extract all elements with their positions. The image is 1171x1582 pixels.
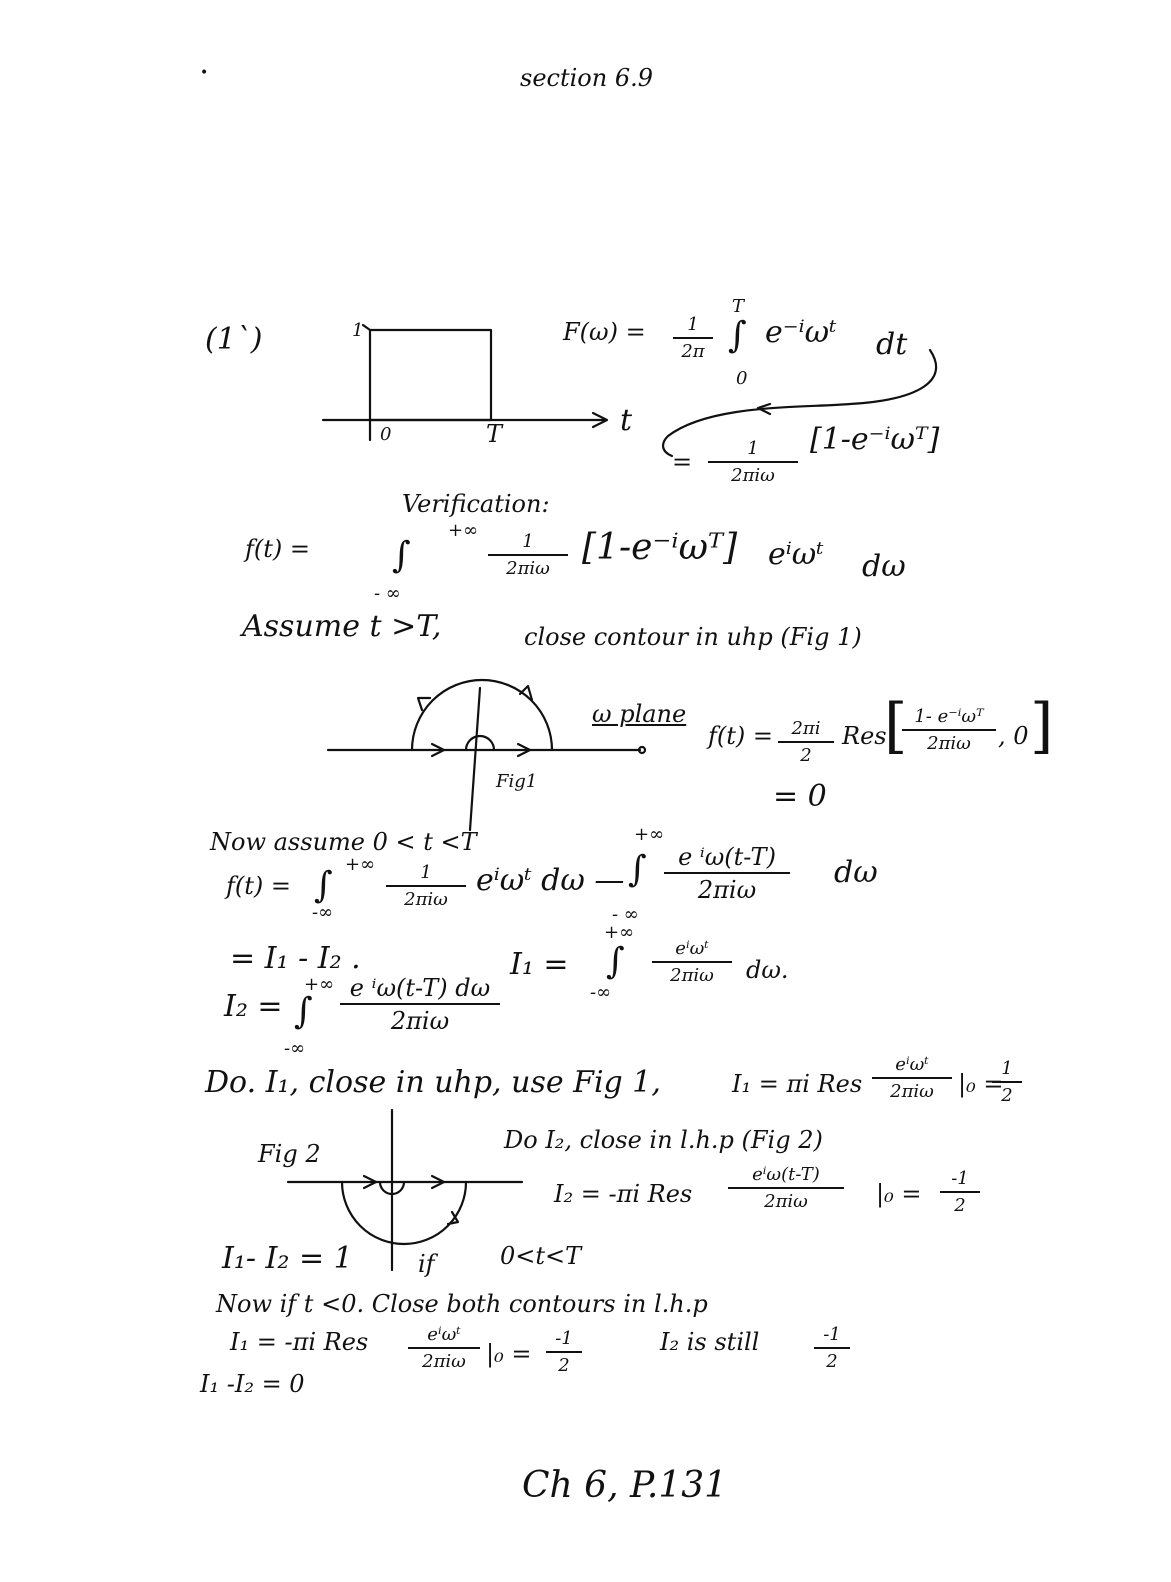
pulse-end-label: T bbox=[486, 420, 503, 448]
case3-difference: I₁ -I₂ = 0 bbox=[200, 1370, 305, 1398]
section-heading: section 6.9 bbox=[520, 64, 653, 92]
fig1-upper-contour bbox=[320, 660, 670, 840]
fig1-label: Fig1 bbox=[496, 771, 538, 792]
case2-upper1: +∞ bbox=[345, 854, 376, 875]
verification-lhs: f(t) = bbox=[245, 535, 310, 563]
I1-integral-sign: ∫ bbox=[606, 941, 625, 982]
case2-exponential1: eⁱωᵗ dω — bbox=[476, 863, 625, 898]
case2-upper2: +∞ bbox=[634, 824, 665, 845]
case1-residue-label: Res bbox=[842, 722, 887, 750]
case2-fraction2: e ⁱω(t-T) 2πiω bbox=[664, 845, 790, 902]
verification-lower-limit: - ∞ bbox=[374, 583, 401, 604]
I1-residue-label: I₁ = πi Res bbox=[732, 1070, 863, 1098]
I1-dw: dω. bbox=[746, 956, 789, 984]
case1-open-bracket: [ bbox=[884, 691, 908, 761]
do-I1-note: Do. I₁, close in uhp, use Fig 1, bbox=[205, 1065, 661, 1100]
case2-split: = I₁ - I₂ . bbox=[230, 941, 361, 976]
transform-integral-sign: ∫ bbox=[728, 315, 747, 356]
I1-lower-limit: -∞ bbox=[590, 982, 612, 1003]
I2-residue-eval: |₀ = bbox=[876, 1180, 922, 1208]
problem-number: (1`) bbox=[205, 322, 263, 357]
case2-fraction1: 1 2πiω bbox=[386, 864, 466, 909]
verification-heading: Verification: bbox=[402, 490, 550, 518]
case1-residue-fraction: 1- e⁻ⁱωᵀ 2πiω bbox=[902, 708, 996, 753]
I1-lhs: I₁ = bbox=[510, 947, 569, 982]
transform-dt: dt bbox=[876, 327, 908, 362]
verification-upper-limit: +∞ bbox=[448, 520, 479, 541]
lower-semicircle bbox=[342, 1182, 466, 1244]
I1-upper-limit: +∞ bbox=[604, 922, 635, 943]
case1-result-lhs: f(t) = bbox=[708, 722, 773, 750]
transform-result-bracket: [1-e⁻ⁱωᵀ] bbox=[810, 422, 940, 457]
stray-dot: • bbox=[200, 65, 209, 81]
case1-result-value: = 0 bbox=[773, 779, 827, 814]
I2-residue-value: $\frac{-1}{2}$ bbox=[940, 1170, 980, 1215]
verification-bracket: [1-e⁻ⁱωᵀ] bbox=[582, 527, 738, 568]
transform-integrand: e⁻ⁱωᵗ bbox=[765, 315, 837, 350]
axis-end-dot bbox=[639, 747, 645, 753]
fig2-label: Fig 2 bbox=[258, 1140, 321, 1168]
case1-residue-point: , 0 bbox=[998, 722, 1029, 750]
I1-residue-value: $\frac{1}{2}$ bbox=[992, 1060, 1022, 1105]
case2-integral2-sign: ∫ bbox=[628, 849, 647, 890]
transform-lower-limit: 0 bbox=[736, 368, 748, 389]
transform-upper-limit: T bbox=[732, 296, 745, 317]
case3-I2-note: I₂ is still bbox=[660, 1328, 760, 1356]
I2-fraction: e ⁱω(t-T) dω 2πiω bbox=[340, 976, 500, 1033]
case3-I1-residue-label: I₁ = -πi Res bbox=[230, 1328, 369, 1356]
case2-if: if bbox=[418, 1250, 435, 1278]
pulse-height-label: 1 bbox=[352, 320, 364, 341]
verification-fraction: 1 2πiω bbox=[488, 533, 568, 578]
case2-dw: dω bbox=[834, 855, 878, 890]
case1-assumption: Assume t >T, bbox=[242, 609, 442, 644]
case2-lower1: -∞ bbox=[312, 902, 334, 923]
case3-I1-fraction: eⁱωᵗ 2πiω bbox=[408, 1326, 480, 1371]
I2-lower-limit: -∞ bbox=[284, 1038, 306, 1059]
transform-result-fraction: 1 2πiω bbox=[708, 440, 798, 485]
t-axis-label: t bbox=[620, 403, 633, 438]
pulse-origin-label: 0 bbox=[380, 424, 392, 445]
imaginary-axis bbox=[470, 688, 480, 830]
case2-lhs: f(t) = bbox=[226, 872, 291, 900]
I2-upper-limit: +∞ bbox=[304, 974, 335, 995]
transform-prefactor: $\frac{1}{2\pi}$ bbox=[673, 316, 713, 361]
I1-fraction: eⁱωᵗ 2πiω bbox=[652, 940, 732, 985]
case3-I1-value: $\frac{-1}{2}$ bbox=[546, 1330, 582, 1375]
case1-close-bracket: ] bbox=[1030, 691, 1054, 761]
I2-integral-sign: ∫ bbox=[294, 991, 313, 1032]
height-tick bbox=[363, 325, 370, 330]
case2-sum: I₁- I₂ = 1 bbox=[222, 1241, 353, 1276]
indent-around-pole bbox=[466, 736, 494, 750]
case2-condition: 0<t<T bbox=[500, 1242, 582, 1270]
case3-I1-eval: |₀ = bbox=[486, 1340, 532, 1368]
fig1-plane-label: ω plane bbox=[592, 700, 687, 728]
I1-residue-eval: |₀ = bbox=[958, 1070, 1004, 1098]
I1-residue-fraction: eⁱωᵗ 2πiω bbox=[872, 1056, 952, 1101]
transform-result-equals: = bbox=[672, 448, 693, 476]
case2-integral1-sign: ∫ bbox=[314, 865, 333, 906]
I2-residue-fraction: eⁱω(t-T) 2πiω bbox=[728, 1166, 844, 1211]
case3-assumption: Now if t <0. Close both contours in l.h.p bbox=[216, 1290, 708, 1318]
case1-contour-note: close contour in uhp (Fig 1) bbox=[524, 623, 862, 651]
verification-integral-sign: ∫ bbox=[392, 535, 411, 576]
case2-assumption: Now assume 0 < t <T bbox=[210, 828, 477, 856]
page-reference: Ch 6, P.131 bbox=[522, 1465, 728, 1506]
transform-lhs: F(ω) = bbox=[563, 318, 646, 346]
case3-I2-value: $\frac{-1}{2}$ bbox=[814, 1326, 850, 1371]
verification-exponential: eⁱωᵗ bbox=[768, 537, 824, 572]
verification-dw: dω bbox=[862, 549, 906, 584]
do-I2-note: Do I₂, close in l.h.p (Fig 2) bbox=[504, 1126, 823, 1154]
I2-residue-label: I₂ = -πi Res bbox=[554, 1180, 693, 1208]
upper-semicircle bbox=[412, 680, 552, 750]
case1-result-coefficient: $\frac{2\pi i}{2}$ bbox=[778, 720, 834, 765]
I2-lhs: I₂ = bbox=[224, 989, 283, 1024]
pulse-outline bbox=[370, 330, 491, 420]
case2-lower2: - ∞ bbox=[612, 904, 639, 925]
